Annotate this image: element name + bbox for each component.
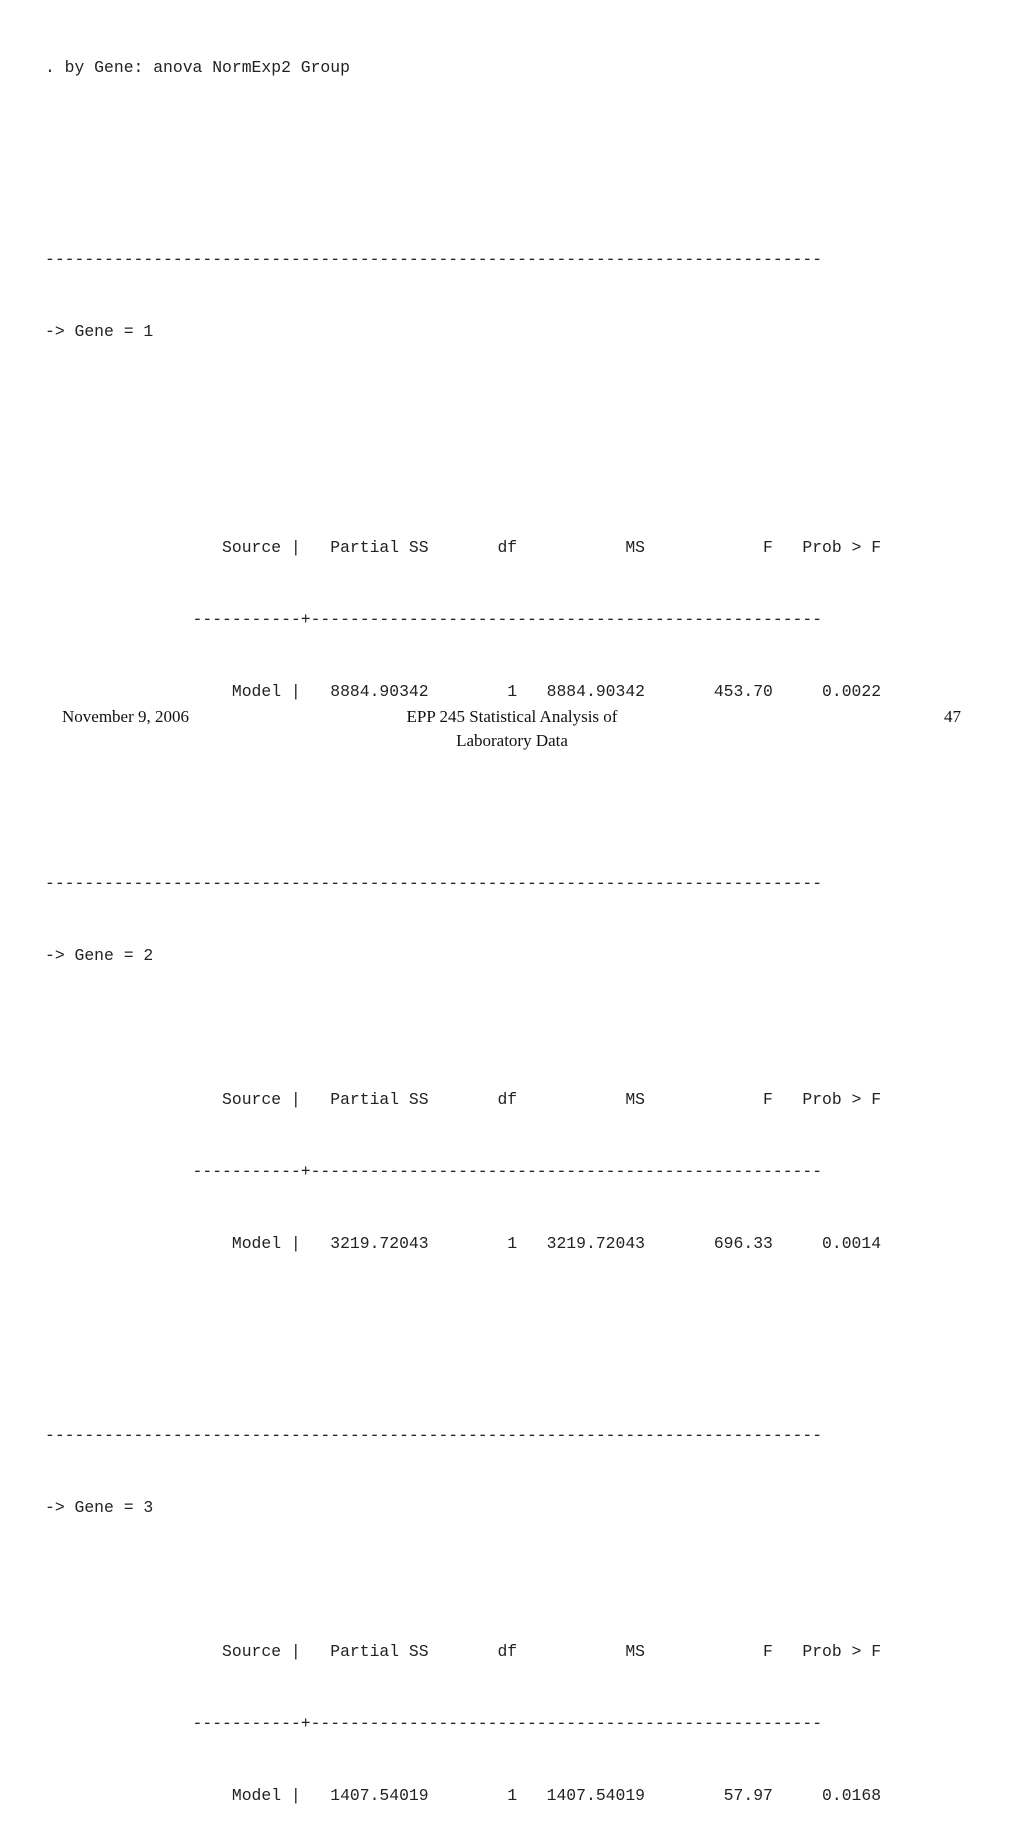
- gene-header: -> Gene = 1: [45, 322, 154, 341]
- table-header-row: Source | Partial SS df MS F Prob > F: [45, 538, 882, 557]
- gene-header: -> Gene = 2: [45, 946, 154, 965]
- separator-line: -------------------------------------------------------------------------------: [45, 250, 823, 269]
- table-rule: -----------+----------------------------------------------------: [45, 1162, 823, 1181]
- page-number: 47: [944, 707, 961, 726]
- table-row: Model | 3219.72043 1 3219.72043 696.33 0.0014: [45, 1234, 882, 1253]
- command-line: . by Gene: anova NormExp2 Group: [45, 58, 350, 77]
- separator-line: -------------------------------------------------------------------------------: [45, 1426, 823, 1445]
- footer-date: November 9, 2006: [62, 707, 190, 726]
- gene-header: -> Gene = 3: [45, 1498, 154, 1517]
- separator-line: -------------------------------------------------------------------------------: [45, 874, 823, 893]
- footer-title: [0, 705, 1024, 753]
- table-row: Model | 8884.90342 1 8884.90342 453.70 0.0022: [45, 682, 882, 701]
- footer-title-line-2: Laboratory Data: [456, 731, 568, 750]
- table-header-row: Source | Partial SS df MS F Prob > F: [45, 1090, 882, 1109]
- footer-title-line-1: EPP 245 Statistical Analysis of: [406, 707, 618, 726]
- table-header-row: Source | Partial SS df MS F Prob > F: [45, 1642, 882, 1661]
- table-row: Model | 1407.54019 1 1407.54019 57.97 0.0168: [45, 1786, 882, 1805]
- stata-output: [45, 8, 881, 1832]
- table-rule: -----------+----------------------------------------------------: [45, 1714, 823, 1733]
- table-rule: -----------+----------------------------------------------------: [45, 610, 823, 629]
